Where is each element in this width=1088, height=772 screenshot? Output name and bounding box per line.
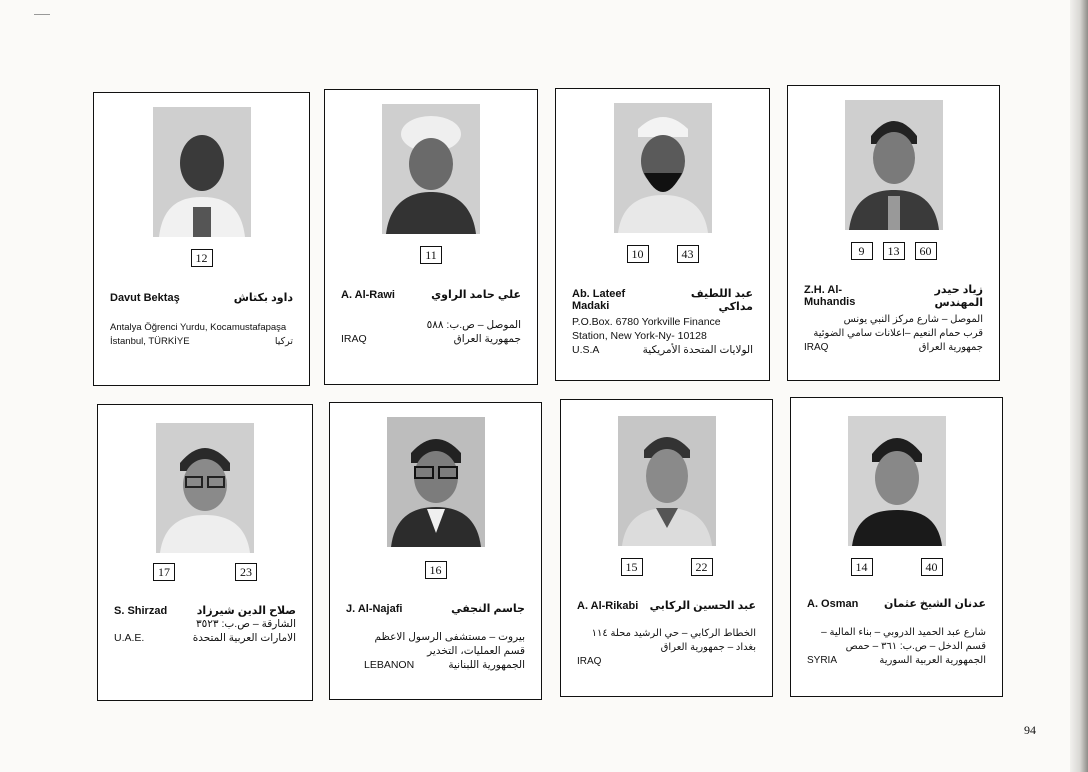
name-arabic: جاسم النجفي [451, 603, 525, 615]
address-arabic: جمهورية العراق [918, 342, 983, 353]
name-arabic: عدنان الشيخ عثمان [883, 598, 986, 610]
address-latin: Station, New York-Ny- 10128 [572, 330, 707, 342]
profile-card [324, 89, 538, 385]
address-latin: Antalya Öğrenci Yurdu, Kocamustafapaşa [110, 322, 287, 333]
ref-number: 12 [191, 249, 213, 267]
address-latin: U.A.E. [114, 632, 145, 644]
ref-number: 13 [883, 242, 905, 260]
address-latin: IRAQ [577, 656, 602, 667]
profile-card [560, 399, 773, 697]
portrait-photo [387, 417, 485, 547]
address-arabic: الجمهورية العربية السورية [879, 655, 986, 666]
portrait-silhouette [387, 417, 485, 547]
address-latin: U.S.A [572, 344, 600, 356]
ref-number: 40 [921, 558, 943, 576]
profile-card [97, 404, 313, 701]
address-block [804, 313, 983, 355]
address-arabic: الموصل – شارع مركز النبي يونس [843, 314, 983, 325]
ref-number: 14 [851, 558, 873, 576]
address-block [114, 617, 296, 645]
name-arabic: علي حامد الراوي [431, 289, 521, 301]
address-latin: LEBANON [364, 659, 415, 671]
page-edge-shadow [1070, 0, 1088, 772]
address-latin: SYRIA [807, 655, 838, 666]
reference-numbers [325, 246, 537, 264]
address-block [346, 630, 525, 672]
address-block [341, 318, 521, 346]
address-latin: IRAQ [341, 333, 367, 345]
reference-numbers [98, 563, 312, 581]
ref-number: 10 [627, 245, 649, 263]
profile-card [787, 85, 1000, 381]
address-arabic: الولايات المتحدة الأمريكية [642, 344, 753, 356]
portrait-photo [153, 107, 251, 237]
name-latin: S. Shirzad [114, 605, 168, 617]
name-latin: Davut Bektaş [110, 292, 180, 304]
portrait-silhouette [382, 104, 480, 234]
address-block [577, 627, 756, 669]
portrait-silhouette [618, 416, 716, 546]
profile-card [790, 397, 1003, 697]
name-arabic: داود بكتاش [233, 292, 293, 304]
ref-number: 16 [425, 561, 447, 579]
name-arabic: زياد حيدر المهندس [934, 284, 983, 309]
name-arabic: عبد اللطيف مداكي [690, 288, 753, 313]
address-arabic: الجمهورية اللبنانية [448, 659, 525, 671]
address-arabic: قسم الدخل – ص.ب: ٣٦١ – حمص [845, 641, 986, 652]
name-row [346, 602, 525, 615]
profile-card [555, 88, 770, 381]
address-latin: İstanbul, TÜRKİYE [110, 336, 190, 347]
page-number: 94 [1024, 723, 1036, 737]
address-block [110, 321, 293, 349]
reference-numbers [330, 561, 541, 579]
profile-card [329, 402, 542, 700]
ref-number: 43 [677, 245, 699, 263]
ref-number: 9 [851, 242, 873, 260]
name-row [804, 283, 983, 309]
portrait-silhouette [614, 103, 712, 233]
name-latin: Ab. Lateef Madaki [572, 288, 626, 312]
address-arabic: بيروت – مستشفى الرسول الاعظم [374, 631, 525, 643]
ref-number: 22 [691, 558, 713, 576]
portrait-photo [848, 416, 946, 546]
portrait-photo [618, 416, 716, 546]
portrait-photo [614, 103, 712, 233]
reference-numbers [94, 249, 309, 267]
address-arabic: شارع عبد الحميد الدروبي – بناء المالية – [821, 627, 986, 638]
portrait-silhouette [156, 423, 254, 553]
name-row [807, 597, 986, 610]
name-arabic: صلاح الدين شيرزاد [196, 605, 296, 617]
name-latin: A. Osman [807, 598, 859, 610]
page-corner-mark [34, 14, 50, 15]
reference-numbers [561, 558, 772, 576]
address-arabic: الموصل – ص.ب: ٥٨٨ [426, 319, 521, 331]
address-arabic: الشارقة – ص.ب: ٣٥٢٣ [196, 618, 296, 630]
name-latin: Z.H. Al-Muhandis [804, 284, 856, 308]
portrait-silhouette [848, 416, 946, 546]
address-arabic: قرب حمام النعيم –اعلانات سامي الضوئية [813, 328, 983, 339]
name-row [341, 288, 521, 301]
portrait-photo [382, 104, 480, 234]
address-arabic: الخطاط الركابي – حي الرشيد محلة ١١٤ [591, 628, 756, 639]
address-arabic: تركيا [274, 336, 293, 347]
address-block [807, 626, 986, 668]
address-block [572, 315, 753, 357]
portrait-silhouette [845, 100, 943, 230]
name-latin: J. Al-Najafi [346, 603, 403, 615]
ref-number: 15 [621, 558, 643, 576]
name-latin: A. Al-Rawi [341, 289, 395, 301]
address-latin: P.O.Box. 6780 Yorkville Finance [572, 316, 721, 328]
address-arabic: الامارات العربية المتحدة [192, 632, 296, 644]
address-latin: IRAQ [804, 342, 829, 353]
ref-number: 17 [153, 563, 175, 581]
name-row [110, 291, 293, 304]
name-row [572, 287, 753, 313]
name-row [577, 599, 756, 612]
name-latin: A. Al-Rikabi [577, 600, 639, 612]
address-arabic: قسم العمليات، التخدير [427, 645, 525, 657]
portrait-silhouette [153, 107, 251, 237]
reference-numbers [788, 242, 999, 260]
address-arabic: بغداد – جمهورية العراق [660, 642, 756, 653]
reference-numbers [556, 245, 769, 263]
profile-card [93, 92, 310, 386]
name-row [114, 604, 296, 617]
ref-number: 11 [420, 246, 442, 264]
name-arabic: عبد الحسين الركابي [649, 600, 756, 612]
address-arabic: جمهورية العراق [453, 333, 521, 345]
portrait-photo [845, 100, 943, 230]
ref-number: 60 [915, 242, 937, 260]
ref-number: 23 [235, 563, 257, 581]
reference-numbers [791, 558, 1002, 576]
portrait-photo [156, 423, 254, 553]
